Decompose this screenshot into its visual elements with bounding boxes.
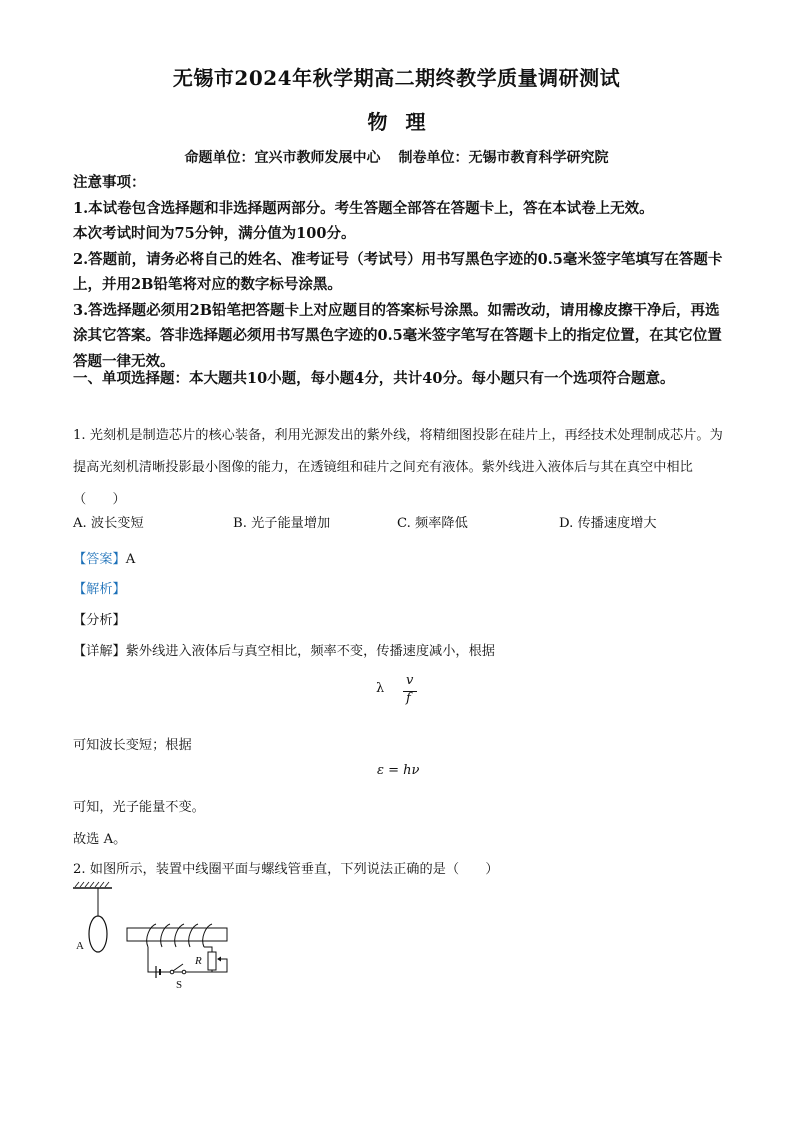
text-after-formula-2: 可知，光子能量不变。 xyxy=(73,800,205,815)
resistor-label: R xyxy=(195,955,202,967)
ring-label: A xyxy=(76,940,84,952)
analysis-tag: 【解析】 xyxy=(73,582,126,597)
fenxi-tag: 【分析】 xyxy=(73,613,126,628)
option-d: D. 传播速度增大 xyxy=(559,516,657,531)
formula-lambda-den: f xyxy=(406,691,411,706)
page-title: 无锡市2024年秋学期高二期终教学质量调研测试 xyxy=(172,66,621,90)
detail-tag: 【详解】 xyxy=(73,644,126,659)
option-a: A. 波长变短 xyxy=(73,516,144,531)
option-b: B. 光子能量增加 xyxy=(233,516,331,531)
switch-label: S xyxy=(176,979,183,991)
detail-text: 紫外线进入液体后与真空相比，频率不变，传播速度减小，根据 xyxy=(125,644,495,659)
section-heading: 一、单项选择题：本大题共10小题，每小题4分，共计40分。每小题只有一个选项符合题意。 xyxy=(73,370,675,387)
formula-lambda-num: v xyxy=(406,673,414,688)
answer-value: A xyxy=(125,552,136,567)
subject-title: 物理 xyxy=(367,110,444,134)
notice-item-1: 1.本试卷包含选择题和非选择题两部分。考生答题全部答在答题卡上，答在本试卷上无效。 xyxy=(73,199,654,217)
conclusion-line: 故选 A。 xyxy=(73,832,127,847)
answer-tag: 【答案】 xyxy=(73,552,126,567)
answer-line xyxy=(73,548,135,567)
formula-energy: ε = hν xyxy=(377,763,420,778)
notice-item-3: 3.答选择题必须用2B铅笔把答题卡上对应题目的答案标号涂黑。如需改动，请用橡皮擦干净后，再选涂其它答案。答非选择题必须用书写黑色字迹的0.5毫米签字笔写在答题卡上的指定位置，在其它位置答题一律无效。 xyxy=(73,301,722,370)
producer-unit: 制卷单位：无锡市教育科学研究院 xyxy=(398,150,609,166)
notice-heading: 注意事项： xyxy=(73,174,146,191)
detail-line xyxy=(73,640,495,659)
question-1-options xyxy=(73,512,723,536)
question-2-stem: 2. 如图所示，装置中线圈平面与螺线管垂直，下列说法正确的是（ ） xyxy=(73,862,499,877)
notice-item-2: 2.答题前，请务必将自己的姓名、准考证号（考试号）用书写黑色字迹的0.5毫米签字笔填写在答题卡上，并用2B铅笔将对应的数字标号涂黑。 xyxy=(73,250,723,293)
formula-lambda-lhs: λ xyxy=(376,681,385,696)
solenoid-circuit-figure xyxy=(72,880,242,995)
option-c: C. 频率降低 xyxy=(397,516,468,531)
notice-block xyxy=(73,170,723,374)
proposer-unit: 命题单位：宜兴市教师发展中心 xyxy=(184,150,381,166)
solenoid-diagram xyxy=(72,880,242,999)
notice-item-1-cont: 本次考试时间为75分钟，满分值为100分。 xyxy=(73,225,356,242)
question-1-stem: 1. 光刻机是制造芯片的核心装备，利用光源发出的紫外线，将精细图投影在硅片上，再经技术处理制成芯片。为提高光刻机清晰投影最小图像的能力，在透镜组和硅片之间充有液体。紫外线进入液体后与其在真空中相比（ ） xyxy=(73,428,723,507)
issuing-units xyxy=(0,147,793,167)
text-after-formula-1: 可知波长变短；根据 xyxy=(73,738,192,753)
coil-ring xyxy=(89,916,107,952)
